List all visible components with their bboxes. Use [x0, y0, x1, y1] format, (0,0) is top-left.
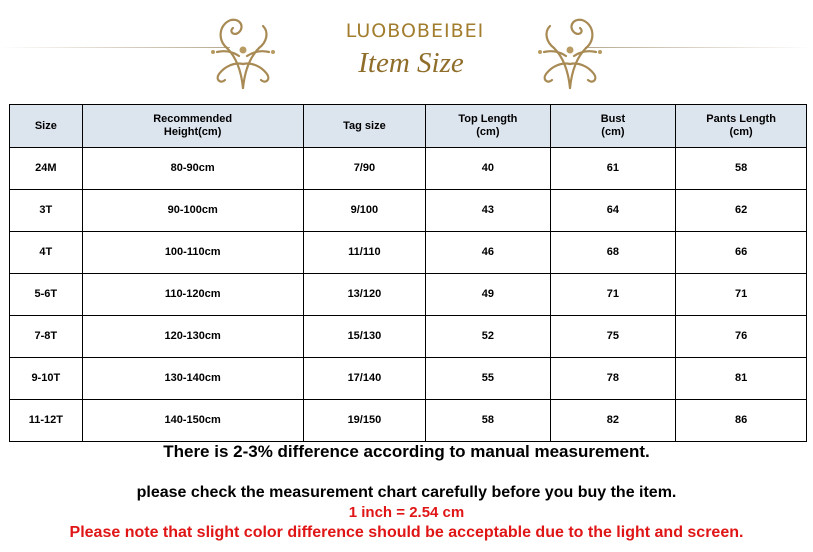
- brand-name: LUOBOBEIBEI: [345, 20, 485, 42]
- cell-height: 100-110cm: [82, 232, 303, 274]
- cell-tag-size: 13/120: [303, 274, 425, 316]
- cell-bust: 78: [550, 358, 676, 400]
- table-row: [10, 190, 807, 232]
- page-title: Item Size: [358, 47, 464, 79]
- size-table: [9, 104, 807, 442]
- cell-size: 4T: [10, 232, 83, 274]
- cell-size: 11-12T: [10, 400, 83, 442]
- column-header-top-length: Top Length (cm): [426, 105, 551, 148]
- column-header-pants-length: Pants Length (cm): [676, 105, 807, 148]
- cell-height: 90-100cm: [82, 190, 303, 232]
- column-header-size: Size: [10, 105, 83, 148]
- inch-conversion-note: 1 inch = 2.54 cm: [348, 504, 465, 521]
- cell-pants-length: 76: [676, 316, 807, 358]
- table-row: [10, 316, 807, 358]
- column-header-bust: Bust (cm): [550, 105, 676, 148]
- cell-bust: 75: [550, 316, 676, 358]
- table-row: [10, 358, 807, 400]
- cell-bust: 64: [550, 190, 676, 232]
- cell-height: 140-150cm: [82, 400, 303, 442]
- page-header: [0, 0, 813, 100]
- cell-size: 3T: [10, 190, 83, 232]
- cell-pants-length: 66: [676, 232, 807, 274]
- cell-size: 9-10T: [10, 358, 83, 400]
- cell-pants-length: 58: [676, 148, 807, 190]
- cell-top-length: 46: [426, 232, 551, 274]
- cell-tag-size: 11/110: [303, 232, 425, 274]
- cell-top-length: 55: [426, 358, 551, 400]
- cell-top-length: 58: [426, 400, 551, 442]
- column-header-tag-size: Tag size: [303, 105, 425, 148]
- cell-pants-length: 62: [676, 190, 807, 232]
- cell-bust: 61: [550, 148, 676, 190]
- measurement-difference-note: There is 2-3% difference according to manual measurement.: [163, 442, 650, 461]
- cell-tag-size: 15/130: [303, 316, 425, 358]
- table-row: [10, 148, 807, 190]
- cell-bust: 82: [550, 400, 676, 442]
- cell-tag-size: 19/150: [303, 400, 425, 442]
- flourish-ornament-icon: [205, 4, 281, 94]
- cell-top-length: 52: [426, 316, 551, 358]
- cell-tag-size: 17/140: [303, 358, 425, 400]
- header-rule-right: [585, 47, 813, 48]
- table-row: [10, 400, 807, 442]
- cell-top-length: 49: [426, 274, 551, 316]
- cell-bust: 68: [550, 232, 676, 274]
- flourish-ornament-icon: [532, 4, 608, 94]
- cell-tag-size: 7/90: [303, 148, 425, 190]
- cell-tag-size: 9/100: [303, 190, 425, 232]
- cell-size: 5-6T: [10, 274, 83, 316]
- cell-pants-length: 81: [676, 358, 807, 400]
- header-rule-left: [0, 47, 230, 48]
- table-header-row: [10, 105, 807, 148]
- cell-top-length: 43: [426, 190, 551, 232]
- cell-height: 130-140cm: [82, 358, 303, 400]
- cell-bust: 71: [550, 274, 676, 316]
- cell-pants-length: 86: [676, 400, 807, 442]
- cell-size: 24M: [10, 148, 83, 190]
- cell-size: 7-8T: [10, 316, 83, 358]
- check-chart-note: please check the measurement chart carefully before you buy the item.: [136, 484, 677, 501]
- cell-height: 80-90cm: [82, 148, 303, 190]
- cell-height: 110-120cm: [82, 274, 303, 316]
- cell-height: 120-130cm: [82, 316, 303, 358]
- cell-pants-length: 71: [676, 274, 807, 316]
- column-header-height: Recommended Height(cm): [82, 105, 303, 148]
- table-row: [10, 274, 807, 316]
- table-row: [10, 232, 807, 274]
- cell-top-length: 40: [426, 148, 551, 190]
- color-difference-note: Please note that slight color difference should be acceptable due to the light and screen.: [69, 524, 744, 541]
